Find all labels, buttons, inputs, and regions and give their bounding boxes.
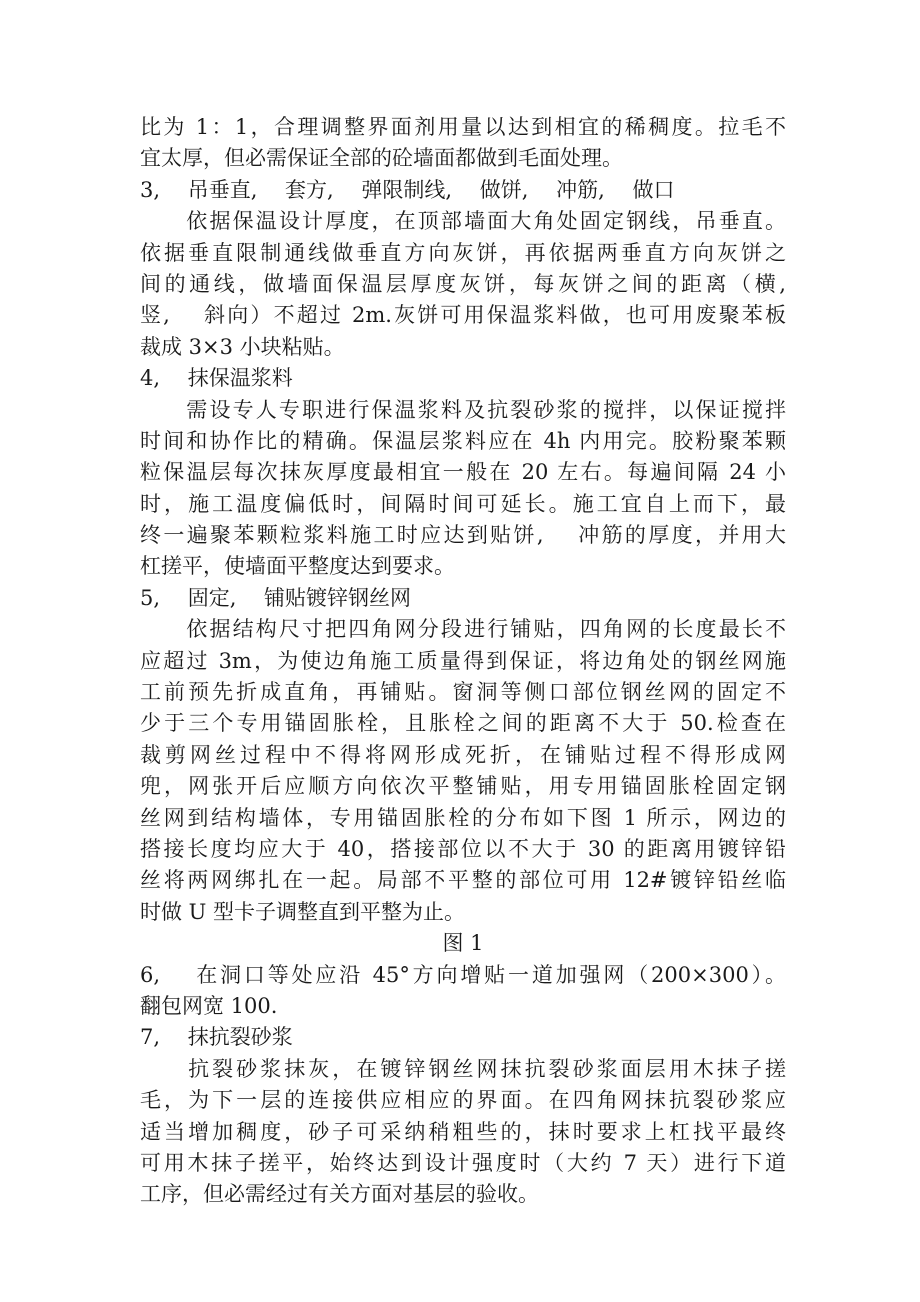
- text-line: 时间和协作比的精确。保温层浆料应在 4h 内用完。胶粉聚苯颗: [140, 428, 786, 453]
- step-heading: 3, 吊垂直, 套方, 弹限制线, 做饼, 冲筋, 做口: [140, 177, 675, 202]
- text-line: 抗裂砂浆抹灰，在镀锌钢丝网抹抗裂砂浆面层用木抹子搓: [140, 1056, 786, 1081]
- text-line: 丝网到结构墙体，专用锚固胀栓的分布如下图 1 所示，网边的: [140, 805, 786, 830]
- step-heading: 4, 抹保温浆料: [140, 366, 293, 391]
- text-line: 依据垂直限制通线做垂直方向灰饼，再依据两垂直方向灰饼之: [140, 240, 786, 265]
- text-line: 工前预先折成直角，再铺贴。窗洞等侧口部位钢丝网的固定不: [140, 680, 786, 705]
- text-line: 适当增加稠度，砂子可采纳稍粗些的，抹时要求上杠找平最终: [140, 1119, 786, 1144]
- text-line: 需设专人专职进行保温浆料及抗裂砂浆的搅拌，以保证搅拌: [140, 397, 786, 422]
- text-line: 裁成 3×3 小块粘贴。: [140, 334, 345, 359]
- text-line: 毛，为下一层的连接供应相应的界面。在四角网抹抗裂砂浆应: [140, 1088, 786, 1113]
- text-line: 工序，但必需经过有关方面对基层的验收。: [140, 1182, 539, 1207]
- text-line: 时，施工温度偏低时，间隔时间可延长。施工宜自上而下，最: [140, 491, 786, 516]
- text-line: 竖, 斜向）不超过 2m.灰饼可用保温浆料做，也可用废聚苯板: [140, 303, 786, 328]
- text-line: 少于三个专用锚固胀栓，且胀栓之间的距离不大于 50.检查在: [140, 711, 786, 736]
- step-heading: 6, 在洞口等处应沿 45°方向增贴一道加强网（200×300）。: [140, 962, 786, 987]
- text-line: 依据结构尺寸把四角网分段进行铺贴，四角网的长度最长不: [140, 617, 786, 642]
- text-line: 翻包网宽 100.: [140, 993, 278, 1018]
- text-line: 裁剪网丝过程中不得将网形成死折，在铺贴过程不得形成网: [140, 742, 786, 767]
- text-line: 杠搓平，使墙面平整度达到要求。: [140, 554, 455, 579]
- document-body: [140, 112, 786, 1211]
- text-line: 间的通线，做墙面保温层厚度灰饼，每灰饼之间的距离（横,: [140, 271, 786, 296]
- text-line: 兜，网张开后应顺方向依次平整铺贴，用专用锚固胀栓固定钢: [140, 774, 786, 799]
- step-heading: 7, 抹抗裂砂浆: [140, 1025, 293, 1050]
- text-line: 终一遍聚苯颗粒浆料施工时应达到贴饼, 冲筋的厚度，并用大: [140, 523, 786, 548]
- text-line: 粒保温层每次抹灰厚度最相宜一般在 20 左右。每遍间隔 24 小: [140, 460, 786, 485]
- text-line: 搭接长度均应大于 40，搭接部位以不大于 30 的距离用镀锌铅: [140, 836, 786, 861]
- text-line: 比为 1：1，合理调整界面剂用量以达到相宜的稀稠度。拉毛不: [140, 115, 786, 139]
- text-line: 可用木抹子搓平，始终达到设计强度时（大约 7 天）进行下道: [140, 1150, 786, 1175]
- text-line: 应超过 3m，为使边角施工质量得到保证，将边角处的钢丝网施: [140, 648, 786, 673]
- text-line: 时做 U 型卡子调整直到平整为止。: [140, 899, 466, 924]
- step-heading: 5, 固定, 铺贴镀锌钢丝网: [140, 585, 412, 610]
- text-line: 依据保温设计厚度，在顶部墙面大角处固定钢线，吊垂直。: [140, 209, 786, 234]
- text-line: 宜太厚，但必需保证全部的砼墙面都做到毛面处理。: [140, 146, 623, 171]
- figure-caption: 图 1: [442, 931, 484, 956]
- text-line: 丝将两网绑扎在一起。局部不平整的部位可用 12#镀锌铅丝临: [140, 868, 786, 893]
